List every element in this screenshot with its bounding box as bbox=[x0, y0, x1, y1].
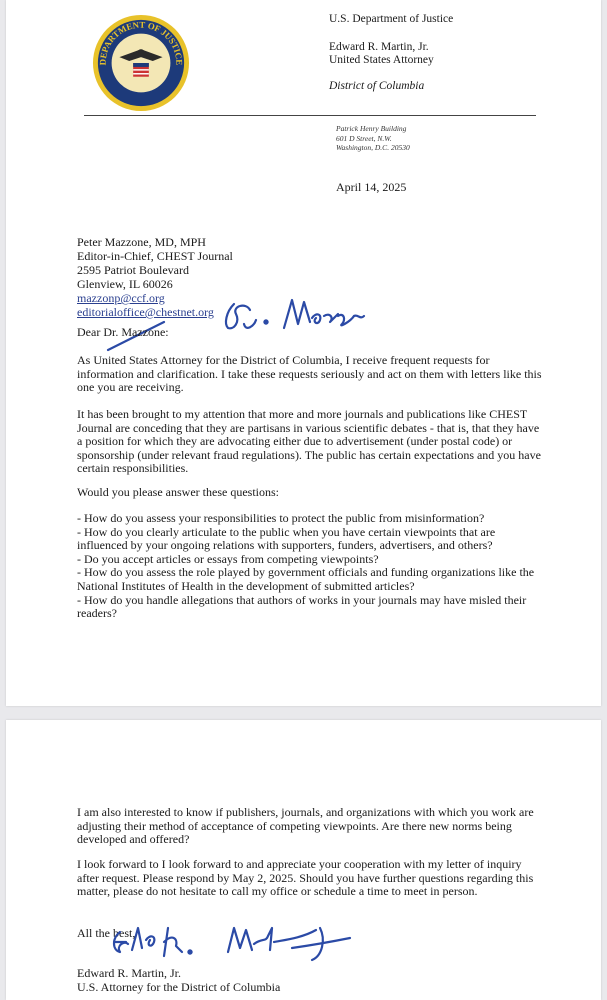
office-address bbox=[336, 124, 410, 153]
question-item: - How do you assess your responsibilities to protect the public from misinformation? bbox=[77, 511, 485, 525]
handwritten-annotation-icon bbox=[106, 292, 376, 354]
attorney-title: United States Attorney bbox=[329, 54, 434, 66]
address-line: 601 D Street, N.W. bbox=[336, 133, 392, 143]
district-name: District of Columbia bbox=[329, 80, 425, 92]
editorial-email-link[interactable]: editorialoffice@chestnet.org bbox=[77, 305, 214, 319]
address-line: Washington, D.C. 20530 bbox=[336, 143, 410, 152]
questions-list bbox=[77, 512, 547, 621]
closing-paragraph: I look forward to I look forward to and appreciate your cooperation with my letter of inquiry after request. Please respond by May 2, 2025. Should you have further questions regarding this matter, please do not hesitate to call my office or schedule a time to meet in person. bbox=[77, 857, 534, 899]
question-item: - How do you handle allegations that authors of works in your journals may have misled their readers? bbox=[77, 592, 527, 621]
svg-text:DEPARTMENT OF JUSTICE: DEPARTMENT OF JUSTICE bbox=[97, 19, 185, 66]
letter-date: April 14, 2025 bbox=[336, 180, 407, 194]
recipient-name: Peter Mazzone, MD, MPH bbox=[77, 235, 206, 249]
followup-paragraph: I am also interested to know if publishers, journals, and organizations with which you work are adjusting their method of acceptance of competing viewpoints. Are there new norms being developed and offered? bbox=[77, 805, 534, 847]
question-item: - How do you clearly articulate to the public when you have certain viewpoints that are influenced by your ongoing relations with supporters, funders, advertisers, and others? bbox=[77, 524, 496, 553]
recipient-street: 2595 Patriot Boulevard bbox=[77, 263, 189, 277]
recipient-email-link[interactable]: mazzonp@ccf.org bbox=[77, 291, 165, 305]
letter-page-2 bbox=[6, 720, 601, 1000]
signature-icon bbox=[106, 920, 356, 968]
question-item: - How do you assess the role played by government officials and funding organizations like the National Institutes of Health in the development of submitted articles? bbox=[77, 565, 535, 593]
letterhead-rule bbox=[84, 115, 536, 116]
salutation: Dear Dr. Mazzone: bbox=[77, 325, 169, 339]
concern-paragraph: It has been brought to my attention that more and more journals and publications like CHEST Journal are conceding that they are partisans in various scientific debates - that is, that they have a position for which they are advocating either due to advertisement (under postal code) or sponsorship (under relevant fraud regulations). The public has certain expectations and you have certain responsibilities. bbox=[77, 407, 541, 476]
department-name: U.S. Department of Justice bbox=[329, 13, 454, 25]
signer-title: U.S. Attorney for the District of Columbia bbox=[77, 980, 281, 994]
signer-name: Edward R. Martin, Jr. bbox=[77, 966, 181, 980]
recipient-title: Editor-in-Chief, CHEST Journal bbox=[77, 249, 233, 263]
doj-seal-icon bbox=[92, 14, 190, 112]
recipient-city: Glenview, IL 60026 bbox=[77, 277, 173, 291]
letter-page-1 bbox=[6, 0, 601, 706]
address-line: Patrick Henry Building bbox=[336, 124, 407, 133]
attorney-name: Edward R. Martin, Jr. bbox=[329, 41, 429, 53]
intro-paragraph: As United States Attorney for the District of Columbia, I receive frequent requests for information and clarification. I take these requests seriously and act on them with letters like this one you are receiving. bbox=[77, 353, 542, 395]
questions-intro: Would you please answer these questions: bbox=[77, 485, 279, 499]
closing-phrase: All the best, bbox=[77, 926, 136, 940]
question-item: - Do you accept articles or essays from competing viewpoints? bbox=[77, 551, 379, 566]
